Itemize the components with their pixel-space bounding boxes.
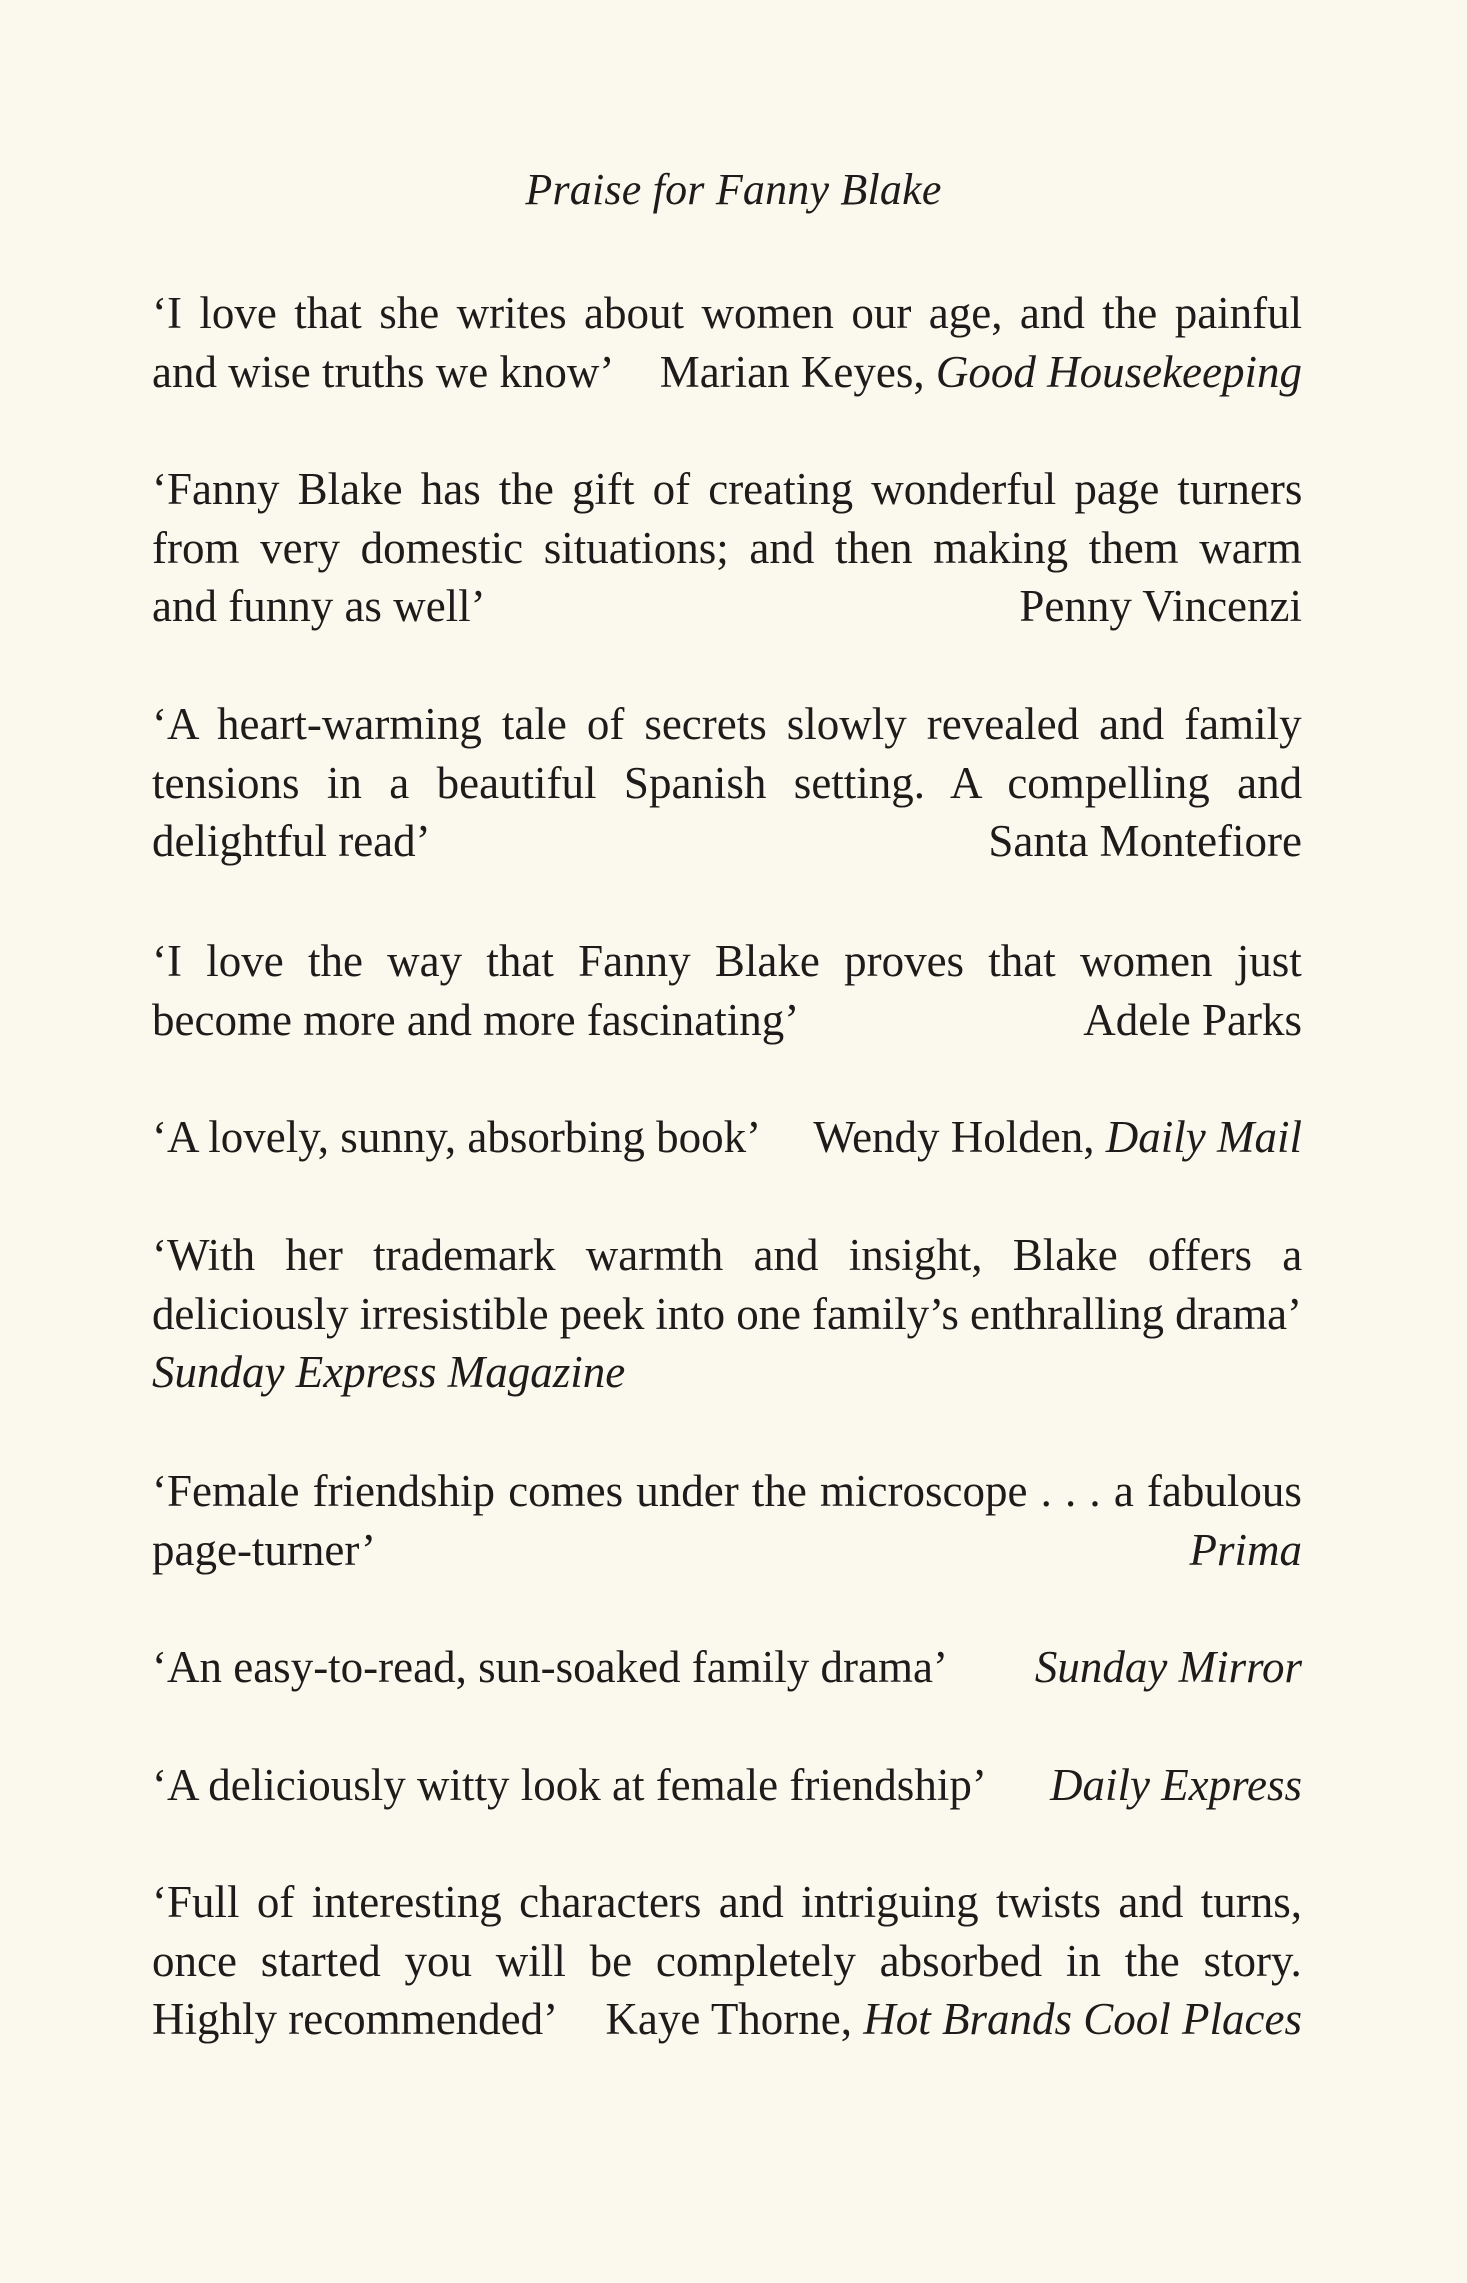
attribution-author: Adele Parks <box>1083 994 1302 1045</box>
page-heading: Praise for Fanny Blake <box>525 165 942 214</box>
attribution-source: Good Housekeeping <box>935 346 1302 397</box>
quote-last-line <box>152 991 1302 1050</box>
attribution-source: Sunday Express Magazine <box>152 1347 626 1397</box>
attribution-author: Wendy Holden, <box>813 1112 1095 1162</box>
quote-sunday-mirror <box>152 1638 1302 1697</box>
quote-line: tensions in a beautiful Spanish setting. A compelling and <box>152 757 1303 808</box>
quote-line: ‘I love the way that Fanny Blake proves that women just <box>152 936 1302 986</box>
attribution-author: Kaye Thorne, <box>605 1994 853 2044</box>
quote-sunday-express <box>152 1226 1302 1402</box>
quote-line: from very domestic situations; and then making them warm <box>152 522 1302 573</box>
quote-wendy-holden <box>152 1108 1302 1167</box>
quote-line: ‘With her trademark warmth and insight, Blake offers a <box>152 1230 1303 1280</box>
quote-line: ‘Fanny Blake has the gift of creating wonderful page turners <box>152 464 1303 514</box>
quote-adele-parks <box>152 932 1302 1049</box>
quote-prima <box>152 1462 1302 1579</box>
quote-text-end: ‘An easy-to-read, sun-soaked family drama’ <box>152 1642 948 1692</box>
quote-text-end: ‘A deliciously witty look at female friendship’ <box>152 1760 987 1810</box>
quote-line: ‘Female friendship comes under the microscope . . . a fabulous <box>152 1466 1302 1516</box>
quote-line: ‘I love that she writes about women our age, and the painful <box>152 288 1303 338</box>
quote-last-line <box>152 577 1302 636</box>
quote-santa-montefiore <box>152 695 1302 871</box>
quote-last-line <box>152 1108 1302 1167</box>
attribution-author: Penny Vincenzi <box>1019 581 1302 631</box>
attribution-source: Daily Express <box>1049 1760 1302 1810</box>
quote-last-line <box>152 1521 1302 1580</box>
attribution-source: Sunday Mirror <box>1034 1642 1302 1692</box>
quote-text-end: and wise truths we know’ <box>152 346 615 397</box>
quote-line: ‘Full of interesting characters and intriguing twists and turns, <box>152 1877 1303 1927</box>
quote-daily-express <box>152 1756 1302 1815</box>
quote-text-end: Highly recommended’ <box>152 1994 559 2044</box>
quote-line: deliciously irresistible peek into one family’s enthralling drama’ <box>152 1288 1302 1339</box>
quote-text-end: delightful read’ <box>152 816 431 866</box>
quote-last-line <box>152 1756 1302 1815</box>
quote-last-line <box>152 1990 1302 2049</box>
quote-text-end: ‘A lovely, sunny, absorbing book’ <box>152 1112 762 1162</box>
attribution-author: Marian Keyes, <box>659 346 925 397</box>
attribution <box>813 1108 1302 1167</box>
quote-last-line <box>152 1638 1302 1697</box>
attribution-source: Hot Brands Cool Places <box>863 1994 1302 2044</box>
attribution-author: Santa Montefiore <box>988 816 1302 866</box>
attribution-source: Daily Mail <box>1105 1112 1302 1162</box>
quote-text-end: and funny as well’ <box>152 581 486 631</box>
quote-marian-keyes <box>152 284 1302 401</box>
attribution-source: Prima <box>1189 1524 1302 1575</box>
attribution <box>605 1990 1302 2049</box>
quote-text-end: page-turner’ <box>152 1524 377 1575</box>
quote-text-end: become more and more fascinating’ <box>152 994 800 1045</box>
attribution <box>660 343 1302 402</box>
quote-last-line <box>152 343 1302 402</box>
quote-last-line <box>152 812 1302 871</box>
quote-line: ‘A heart-warming tale of secrets slowly revealed and family <box>152 699 1302 749</box>
quote-line: once started you will be completely absorbed in the story. <box>152 1935 1302 1986</box>
quote-kaye-thorne <box>152 1873 1302 2049</box>
quote-penny-vincenzi <box>152 460 1302 636</box>
